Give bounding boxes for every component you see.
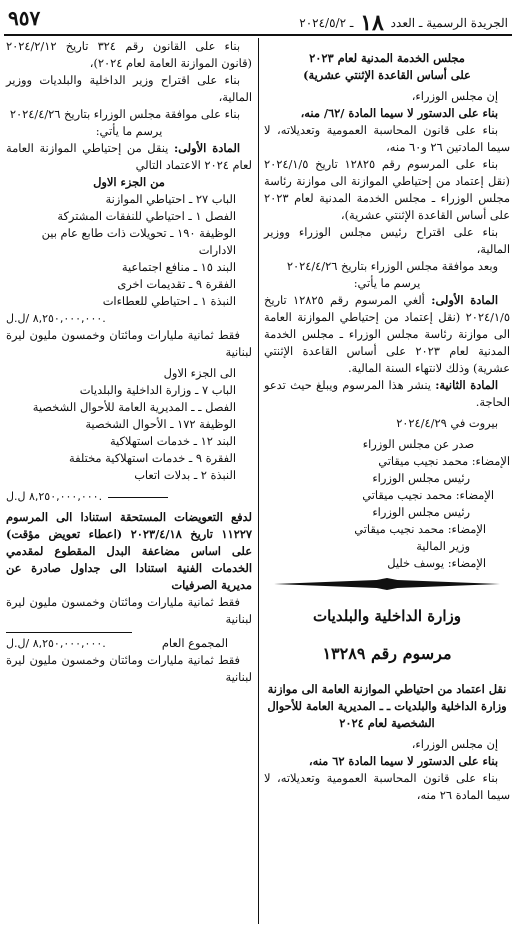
decree-formula: يرسم ما يأتي: xyxy=(353,276,421,290)
preamble-proposal: بناء على اقتراح رئيس مجلس الوزراء ووزير المالية، xyxy=(264,225,510,256)
decree-title-line-2: على أساس القاعدة الإثنتي عشرية) xyxy=(303,68,471,82)
from-part-heading: من الجزء الاول xyxy=(93,175,165,189)
article-2-text: ينشر هذا المرسوم ويبلغ حيث تدعو الحاجة. xyxy=(264,378,510,409)
page-number: ٩٥٧ xyxy=(8,6,41,30)
decree-2-council: إن مجلس الوزراء، xyxy=(411,737,498,751)
signature-issued: صدر عن مجلس الوزراء xyxy=(362,437,474,451)
from-amount-value: ٨,٢٥٠,٠٠٠,٠٠٠ /ل.ل. xyxy=(6,312,106,325)
to-item: الفصل ـ ـ المديرية العامة للأحوال الشخصية xyxy=(32,400,236,414)
left-column xyxy=(6,38,252,686)
left-article-1 xyxy=(6,140,252,174)
to-item: البند ١٢ ـ خدمات استهلاكية xyxy=(109,434,236,448)
from-items-list xyxy=(6,191,252,310)
signature-pm-title: رئيس مجلس الوزراء xyxy=(372,471,470,485)
signature-line-3: الإمضاء: محمد نجيب ميقاتي xyxy=(354,522,486,536)
article-2-label: المادة الثانية: xyxy=(435,378,498,392)
decree-2-constitution: بناء على الدستور لا سيما المادة ٦٢ منه، xyxy=(308,754,498,768)
preamble-approval: وبعد موافقة مجلس الوزراء بتاريخ ٢٠٢٤/٤/٢٦ xyxy=(286,259,498,273)
decree-title-line-1: مجلس الخدمة المدنية لعام ٢٠٢٣ xyxy=(309,51,465,65)
preamble-constitution: بناء على الدستور لا سيما المادة /٦٢/ منه، xyxy=(300,106,498,120)
to-items-list xyxy=(6,382,252,484)
total-rule xyxy=(6,632,132,633)
to-item: الفقرة ٩ ـ خدمات استهلاكية مختلفة xyxy=(69,451,236,465)
signature-finance-title: وزير المالية xyxy=(416,539,470,553)
article-1-text: ألغي المرسوم رقم ١٢٨٢٥ تاريخ ٢٠٢٤/١/٥ (نقل إعتماد من إحتياطي الموازنة العامة الى موازنة رئاسة مجلس الوزراء ـ مجلس الخدمة المدنية لعام ٢٠٢٣ على أساس القاعدة الإثنتي عشرية) وذلك لانتهاء السنة المالية. xyxy=(264,293,510,375)
payment-purpose-words: فقط ثمانية مليارات ومائتان وخمسون مليون ليرة لبنانية xyxy=(6,595,252,626)
header-rule xyxy=(4,34,512,36)
left-approval: بناء على موافقة مجلس الوزراء بتاريخ ٢٠٢٤/٤/٢٦ xyxy=(9,107,240,121)
left-decree-formula: يرسم ما يأتي: xyxy=(95,124,163,138)
signature-line-1: الإمضاء: محمد نجيب ميقاتي xyxy=(378,454,510,468)
decree-2-accounting-law: بناء على قانون المحاسبة العمومية وتعديلاته، لا سيما المادة ٢٦ منه، xyxy=(264,771,510,802)
from-item: الباب ٢٧ ـ احتياطي الموازنة xyxy=(105,192,236,206)
ministry-heading: وزارة الداخلية والبلديات xyxy=(312,607,461,625)
left-budget-law: بناء على القانون رقم ٣٢٤ تاريخ ٢٠٢٤/٢/١٢ (قانون الموازنة العامة لعام ٢٠٢٤)، xyxy=(6,39,252,70)
from-amount-words: فقط ثمانية مليارات ومائتان وخمسون مليون ليرة لبنانية xyxy=(6,328,252,359)
left-article-1-label: المادة الأولى: xyxy=(173,141,241,155)
preamble-council: إن مجلس الوزراء، xyxy=(411,89,498,103)
to-amount xyxy=(6,488,252,505)
grand-total-value: ٨,٢٥٠,٠٠٠,٠٠٠ /ل.ل. xyxy=(6,637,106,650)
decree-number: مرسوم رقم ١٣٢٨٩ xyxy=(322,644,452,663)
from-amount xyxy=(6,310,252,327)
signature-line-2: الإمضاء: محمد نجيب ميقاتي xyxy=(362,488,494,502)
header-title-prefix: الجريدة الرسمية ـ العدد xyxy=(390,16,508,30)
right-column xyxy=(264,38,510,804)
page-header xyxy=(8,6,508,36)
to-item: الوظيفة ١٧٢ ـ الأحوال الشخصية xyxy=(85,417,236,431)
from-item: البند ١٥ ـ منافع اجتماعية xyxy=(121,260,236,274)
left-proposal: بناء على اقتراح وزير الداخلية والبلديات ووزير المالية، xyxy=(6,73,252,104)
signature-line-4: الإمضاء: يوسف خليل xyxy=(387,556,486,570)
article-1-label: المادة الأولى: xyxy=(431,293,499,307)
from-item: الفقرة ٩ ـ تقديمات اخرى xyxy=(117,277,236,291)
preamble-accounting-law: بناء على قانون المحاسبة العمومية وتعديلاته، لا سيما المادتين ٢٦ و٦٠ منه، xyxy=(264,123,510,154)
issue-date: ـ ٢٠٢٤/٥/٢ xyxy=(299,16,354,30)
decree-2-title: نقل اعتماد من احتياطي الموازنة العامة الى موازنة وزارة الداخلية والبلديات ـ ـ المديرية العامة للأحوال الشخصية لعام ٢٠٢٤ xyxy=(267,682,507,730)
place-date: بيروت في ٢٠٢٤/٤/٢٩ xyxy=(396,416,498,430)
ornament-shape xyxy=(274,578,500,590)
from-item: الفصل ١ ـ احتياطي للنفقات المشتركة xyxy=(57,209,236,223)
to-item: الباب ٧ ـ وزارة الداخلية والبلديات xyxy=(79,383,236,397)
from-item: النبذة ١ ـ احتياطي للعطاءات xyxy=(102,294,236,308)
section-ornament xyxy=(274,578,500,590)
preamble-decree-ref: بناء على المرسوم رقم ١٢٨٢٥ تاريخ ٢٠٢٤/١/٥ (نقل إعتماد من إحتياطي الموازنة الى موازنة رئاسة مجلس الوزراء ـ مجلس الخدمة المدنية لعام ٢٠٢٣ على أساس القاعدة الإثنتي عشرية)، xyxy=(264,157,510,222)
grand-total-row xyxy=(6,635,252,652)
header-title xyxy=(299,10,508,36)
signature-pm-title-2: رئيس مجلس الوزراء xyxy=(372,505,470,519)
to-amount-value: ٨,٢٥٠,٠٠٠,٠٠٠ ل.ل. xyxy=(6,490,103,503)
to-part-heading: الى الجزء الاول xyxy=(163,366,236,380)
grand-total-words: فقط ثمانية مليارات ومائتان وخمسون مليون ليرة لبنانية xyxy=(6,653,252,684)
left-article-1-text: ينقل من إحتياطي الموازنة العامة لعام ٢٠٢٤ الاعتماد التالي xyxy=(6,141,252,172)
issue-number: ١٨ xyxy=(360,10,384,36)
article-1 xyxy=(264,292,510,377)
to-item: النبذة ٢ ـ بدلات اتعاب xyxy=(134,468,236,482)
column-divider xyxy=(258,38,259,924)
article-2 xyxy=(264,377,510,411)
payment-purpose: لدفع التعويضات المستحقة استنادا الى المرسوم ١١٢٢٧ تاريخ ٢٠٢٣/٤/١٨ (اعطاء تعويض مؤقت) على اساس مضاعفة البدل المقطوع لمقدمي الخدمات الفنية استنادا الى جداول صادرة عن مديرية الصرفيات xyxy=(6,510,252,592)
grand-total-label: المجموع العام xyxy=(161,636,228,650)
from-item: الوظيفة ١٩٠ ـ تحويلات ذات طابع عام بين الادارات xyxy=(41,226,236,257)
to-amount-rule xyxy=(108,497,168,498)
